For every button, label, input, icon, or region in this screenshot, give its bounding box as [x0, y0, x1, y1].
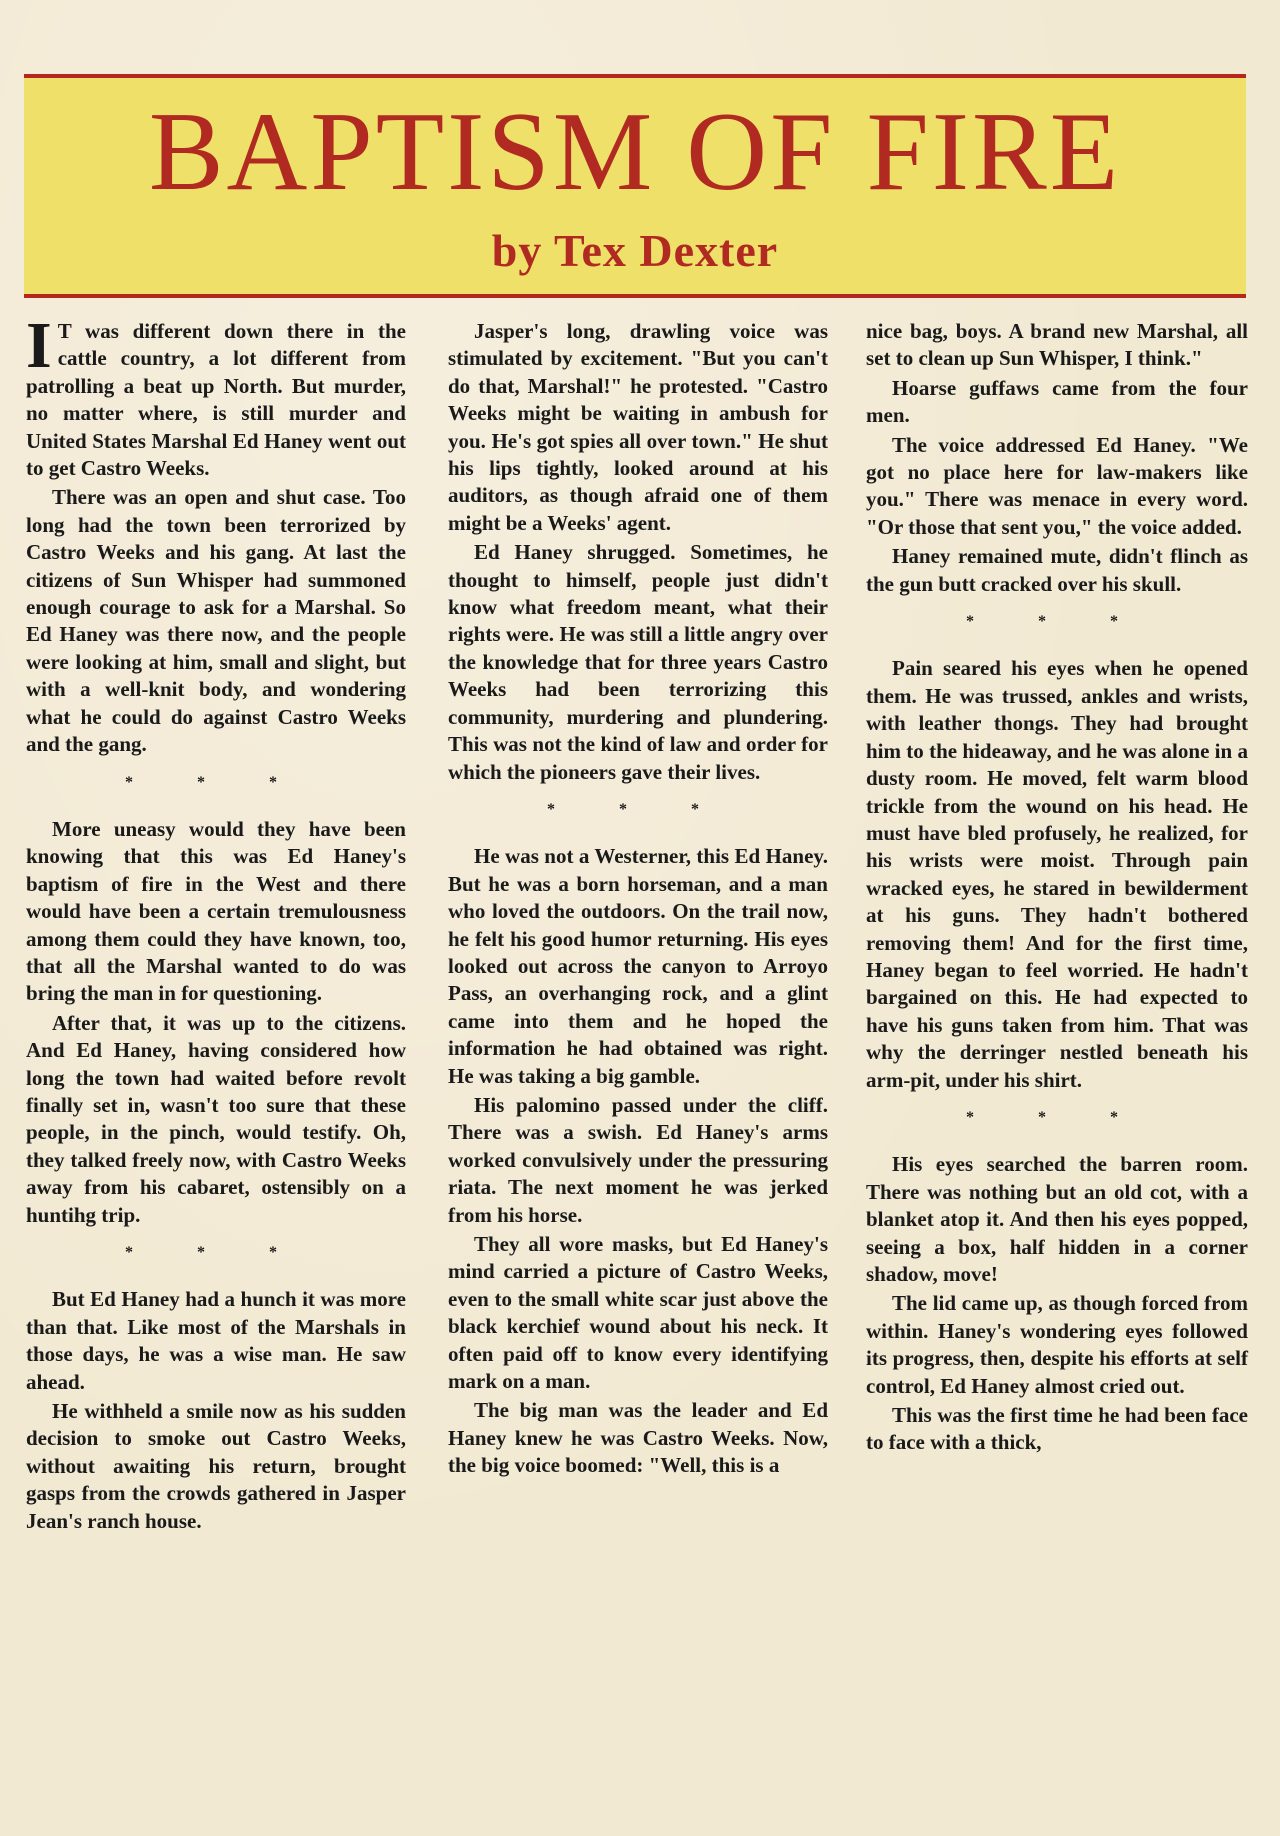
- section-break: * * *: [966, 1108, 1148, 1126]
- paragraph: They all wore masks, but Ed Haney's mind carried a picture of Castro Weeks, even to the small white scar just above the black kerchief wound about his neck. It often paid off to know every identifying mark on a man.: [448, 1232, 828, 1394]
- paragraph: The lid came up, as though forced from within. Haney's wondering eyes followed its progress, then, despite his efforts at self control, Ed Haney almost cried out.: [866, 1291, 1248, 1398]
- paragraph: He was not a Westerner, this Ed Haney. But he was a born horseman, and a man who loved the outdoors. On the trail now, he felt his good humor returning. His eyes looked out across the canyon to Arroyo Pass, an overhanging rock, and a glint came into them and he hoped the information he had obtained was right. He was taking a big gamble.: [448, 844, 828, 1088]
- story-title: BAPTISM OF FIRE: [148, 90, 1122, 214]
- paragraph: His eyes searched the barren room. There was nothing but an old cot, with a blanket atop it. And then his eyes popped, seeing a box, half hidden in a corner shadow, move!: [866, 1152, 1248, 1286]
- paragraph: There was an open and shut case. Too long had the town been terrorized by Castro Weeks and his gang. At last the citizens of Sun Whisper had summoned enough courage to ask for a Marshal. So Ed Haney was there now, and the people were looking at him, small and slight, but with a well-knit body, and wondering what he could do against Castro Weeks and the gang.: [26, 485, 406, 757]
- paragraph: He withheld a smile now as his sudden decision to smoke out Castro Weeks, without awaiting his return, brought gasps from the crowds gathered in Jasper Jean's ranch house.: [26, 1399, 406, 1533]
- paragraph: nice bag, boys. A brand new Marshal, all set to clean up Sun Whisper, I think.": [866, 319, 1248, 371]
- story-byline: by Tex Dexter: [491, 225, 779, 276]
- paragraph: After that, it was up to the citizens. And Ed Haney, having considered how long the town had waited before revolt finally set in, wasn't too sure that these people, in the pinch, would testify. Oh, they talked freely now, with Castro Weeks away from his cabaret, ostensibly on a huntihg trip.: [26, 1010, 406, 1227]
- title-banner: [24, 74, 1246, 298]
- section-break: * * *: [125, 1244, 307, 1261]
- text-column-2: [448, 318, 828, 1482]
- paragraph: Jasper's long, drawling voice was stimulated by excitement. "But you can't do that, Marshal!" he protested. "Castro Weeks might be waiting in ambush for you. He's got spies all over town." He shut his lips tightly, looked around at his auditors, as though afraid one of them might be a Weeks' agent.: [448, 319, 828, 535]
- text-column-3: [866, 318, 1248, 1459]
- paragraph: The voice addressed Ed Haney. "We got no place here for law-makers like you." There was menace in every word. "Or those that sent you," the voice added.: [866, 432, 1248, 539]
- paragraph: But Ed Haney had a hunch it was more than that. Like most of the Marshals in those days, he was a wise man. He saw ahead.: [26, 1287, 406, 1394]
- paragraph: Ed Haney shrugged. Sometimes, he thought to himself, people just didn't know what freedom meant, what their rights were. He was still a little angry over the knowledge that for three years Castro Weeks had been terrorizing this community, murdering and plundering. This was not the kind of law and order for which the pioneers gave their lives.: [448, 540, 828, 784]
- paragraph: His palomino passed under the cliff. There was a swish. Ed Haney's arms worked convulsively under the pressuring riata. The next moment he was jerked from his horse.: [448, 1092, 828, 1227]
- paragraph: The big man was the leader and Ed Haney knew he was Castro Weeks. Now, the big voice boomed: "Well, this is a: [448, 1398, 828, 1478]
- section-break: * * *: [125, 773, 307, 791]
- section-break: * * *: [966, 613, 1148, 631]
- paragraph: Pain seared his eyes when he opened them. He was trussed, ankles and wrists, with leather thongs. They had brought him to the hideaway, and he was alone in a dusty room. He moved, felt warm blood trickle from the wound on his head. He must have bled profusely, he realized, for his wrists were moist. Through pain wracked eyes, he stared in bewilderment at his guns. They hadn't bothered removing them! And for the first time, Haney began to feel worried. He hadn't bargained on this. He had expected to have his guns taken from him. That was why the derringer nestled beneath his arm-pit, under his shirt.: [866, 656, 1248, 1092]
- paragraph: Haney remained mute, didn't flinch as the gun butt cracked over his skull.: [866, 544, 1248, 596]
- paragraph: This was the first time he had been face to face with a thick,: [866, 1403, 1248, 1455]
- paragraph: Hoarse guffaws came from the four men.: [866, 375, 1248, 428]
- text-column-1: [26, 309, 406, 1537]
- drop-cap: I: [26, 309, 52, 382]
- paragraph: More uneasy would they have been knowing that this was Ed Haney's baptism of fire in the West and there would have been a certain tremulousness among them could they have known, too, that all the Marshal wanted to do was bring the man in for questioning.: [26, 816, 406, 1006]
- section-break: * * *: [547, 800, 729, 818]
- paragraph: I T was different down there in the cattle country, a lot different from patrolling a beat up North. But murder, no matter where, is still murder and United States Marshal Ed Haney went out to get Castro Weeks.: [26, 309, 406, 481]
